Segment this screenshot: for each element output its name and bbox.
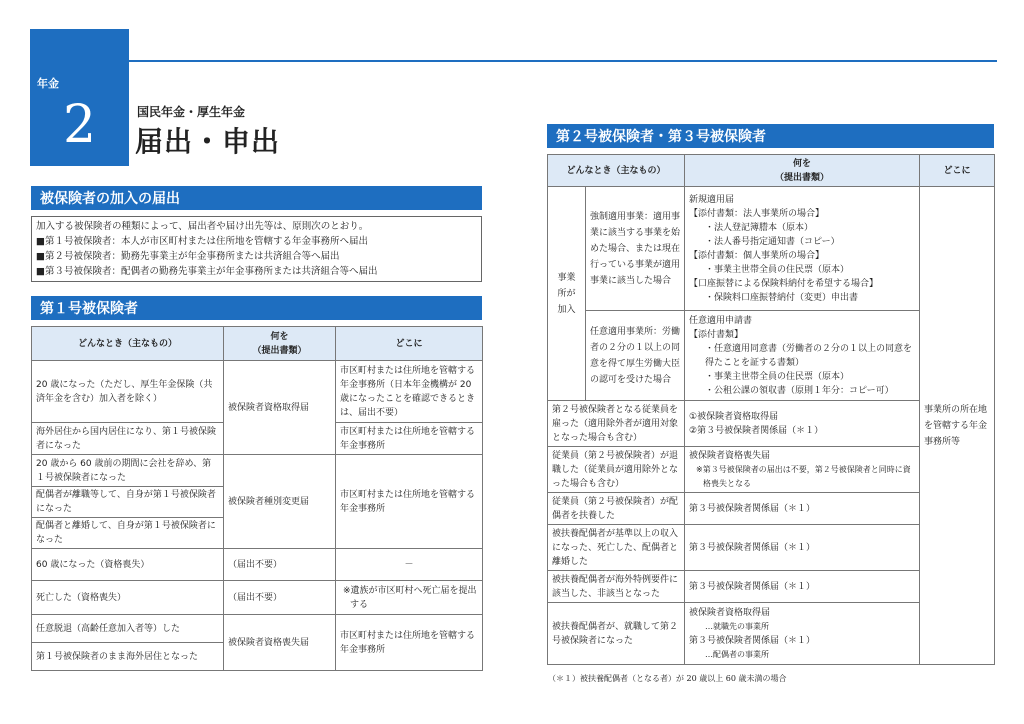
second-third-insured-table (547, 154, 995, 665)
col-header-when: どんなとき（主なもの） (548, 155, 685, 187)
table-cell: 市区町村または住所地を管轄する年金事務所 (336, 615, 483, 671)
table-cell: 20 歳から 60 歳前の期間に会社を辞め、第１号被保険者になった (32, 455, 224, 487)
col-header-when: どんなとき（主なもの） (32, 327, 224, 361)
col-header-what: 何を （提出書類） (685, 155, 920, 187)
table-cell: 被扶養配偶者が、就職して第２号被保険者になった (548, 603, 685, 665)
header-rule (129, 60, 997, 62)
table-cell: － (336, 549, 483, 581)
doc-line: ・公租公課の領収書（原則１年分：コピー可） (705, 385, 894, 396)
table-cell: 強制適用事業：適用事業に該当する事業を始めた場合、または現在行っている事業が適用事業に該当した場合 (586, 187, 685, 311)
doc-line: ・任意適用同意書（労働者の２分の１以上の同意を得たことを証する書類） (705, 343, 913, 368)
table-cell (685, 447, 920, 493)
doc-line: 【口座振替による保険料納付を希望する場合】 (689, 278, 879, 289)
section-heading-first: 第１号被保険者 (31, 296, 482, 320)
doc-line: ※第３号被保険者の届出は不要，第２号被保険者と同時に資格喪失となる (696, 464, 911, 488)
page-subtitle: 国民年金・厚生年金 (137, 105, 246, 119)
col-header-where: どこに (336, 327, 483, 361)
page-title: 届出・申出 (135, 125, 281, 158)
section-heading-enroll: 被保険者の加入の届出 (31, 186, 482, 210)
doc-line: 被保険者資格取得届 (689, 607, 771, 618)
doc-line: ・事業主世帯全員の住民票（原本） (705, 371, 850, 382)
table-cell: 20 歳になった（ただし、厚生年金保険（共済年金を含む）加入者を除く） (32, 361, 224, 423)
table-cell: 市区町村または住所地を管轄する年金事務所 (336, 455, 483, 549)
doc-line: …配偶者の事業所 (705, 649, 770, 659)
table-cell: 第３号被保険者関係届（＊１） (685, 525, 920, 571)
doc-line: 新規適用届 (689, 194, 735, 205)
table-cell: 60 歳になった（資格喪失） (32, 549, 224, 581)
table-cell: 第２号被保険者となる従業員を雇った（適用除外者が適用対象となった場合も含む） (548, 401, 685, 447)
table-cell: 第３号被保険者関係届（＊１） (685, 571, 920, 603)
doc-line: ①被保険者資格取得届 (689, 411, 779, 422)
doc-line: 【添付書類】 (689, 329, 744, 340)
table-cell: 海外居住から国内居住になり、第１号被保険者になった (32, 423, 224, 455)
table-cell: 任意脱退（高齢任意加入者等）した (32, 615, 224, 643)
table-cell: 市区町村または住所地を管轄する年金事務所 (336, 423, 483, 455)
doc-line: 第３号被保険者関係届（＊１） (689, 635, 816, 646)
table-cell: 配偶者が離職等して、自身が第１号被保険者になった (32, 487, 224, 518)
doc-line: ②第３号被保険者関係届（＊１） (689, 425, 824, 436)
table-cell: 従業員（第２号被保険者）が配偶者を扶養した (548, 493, 685, 525)
intro-line: ■第３号被保険者：配偶者の勤務先事業主が年金事務所または共済組合等へ届出 (36, 266, 378, 277)
table-cell: 被保険者種別変更届 (224, 455, 336, 549)
doc-line: ・保険料口座振替納付（変更）申出書 (705, 292, 859, 303)
intro-line: 加入する被保険者の種類によって、届出者や届け出先等は、原則次のとおり。 (36, 221, 369, 232)
table-cell: 第３号被保険者関係届（＊１） (685, 493, 920, 525)
table-cell: ※遺族が市区町村へ死亡届を提出する (336, 581, 483, 615)
doc-line: 任意適用申請書 (689, 315, 753, 326)
table-cell: 任意適用事業所：労働者の２分の１以上の同意を得て厚生労働大臣の認可を受けた場合 (586, 311, 685, 401)
category-label: 年金 (37, 77, 59, 90)
table-cell: 配偶者と離婚して、自身が第１号被保険者になった (32, 518, 224, 549)
table-cell: 被保険者資格取得届 (224, 361, 336, 455)
table-cell: 死亡した（資格喪失） (32, 581, 224, 615)
chapter-number: 2 (62, 95, 97, 155)
col-header-what: 何を （提出書類） (224, 327, 336, 361)
table-cell: 被扶養配偶者が基準以上の収入になった、死亡した、配偶者と離婚した (548, 525, 685, 571)
table-cell (685, 311, 920, 401)
intro-line: ■第１号被保険者：本人が市区町村または住所地を管轄する年金事務所へ届出 (36, 236, 368, 247)
doc-line: ・事業主世帯全員の住民票（原本） (705, 264, 850, 275)
table-cell: （届出不要） (224, 549, 336, 581)
table-cell: 第１号被保険者のまま海外居住となった (32, 643, 224, 671)
intro-box (31, 216, 482, 282)
table-cell (685, 603, 920, 665)
table-cell: 従業員（第２号被保険者）が退職した（従業員が適用除外となった場合も含む） (548, 447, 685, 493)
table-cell (685, 401, 920, 447)
doc-line: ・法人登記簿謄本（原本） (705, 222, 814, 233)
first-insured-table (31, 326, 483, 671)
col-header-where: どこに (920, 155, 995, 187)
table-cell: （届出不要） (224, 581, 336, 615)
where-cell: 事業所の所在地を管轄する年金事務所等 (920, 187, 995, 665)
doc-line: 被保険者資格喪失届 (689, 450, 771, 461)
footnote: （＊１）被扶養配偶者（となる者）が 20 歳以上 60 歳未満の場合 (548, 674, 787, 683)
doc-line: …就職先の事業所 (705, 621, 770, 631)
table-cell: 被扶養配偶者が海外特例要件に該当した、非該当となった (548, 571, 685, 603)
table-cell (685, 187, 920, 311)
intro-line: ■第２号被保険者：勤務先事業主が年金事務所または共済組合等へ届出 (36, 251, 340, 262)
employer-label: 事業所が加入 (548, 187, 586, 401)
doc-line: 【添付書類：個人事業所の場合】 (689, 250, 825, 261)
table-cell: 被保険者資格喪失届 (224, 615, 336, 671)
table-cell: 市区町村または住所地を管轄する年金事務所（日本年金機構が 20 歳になったことを確認できるときは、届出不要） (336, 361, 483, 423)
doc-line: 【添付書類：法人事業所の場合】 (689, 208, 825, 219)
section-heading-second-third: 第２号被保険者・第３号被保険者 (547, 124, 994, 148)
doc-line: ・法人番号指定通知書（コピー） (705, 236, 840, 247)
